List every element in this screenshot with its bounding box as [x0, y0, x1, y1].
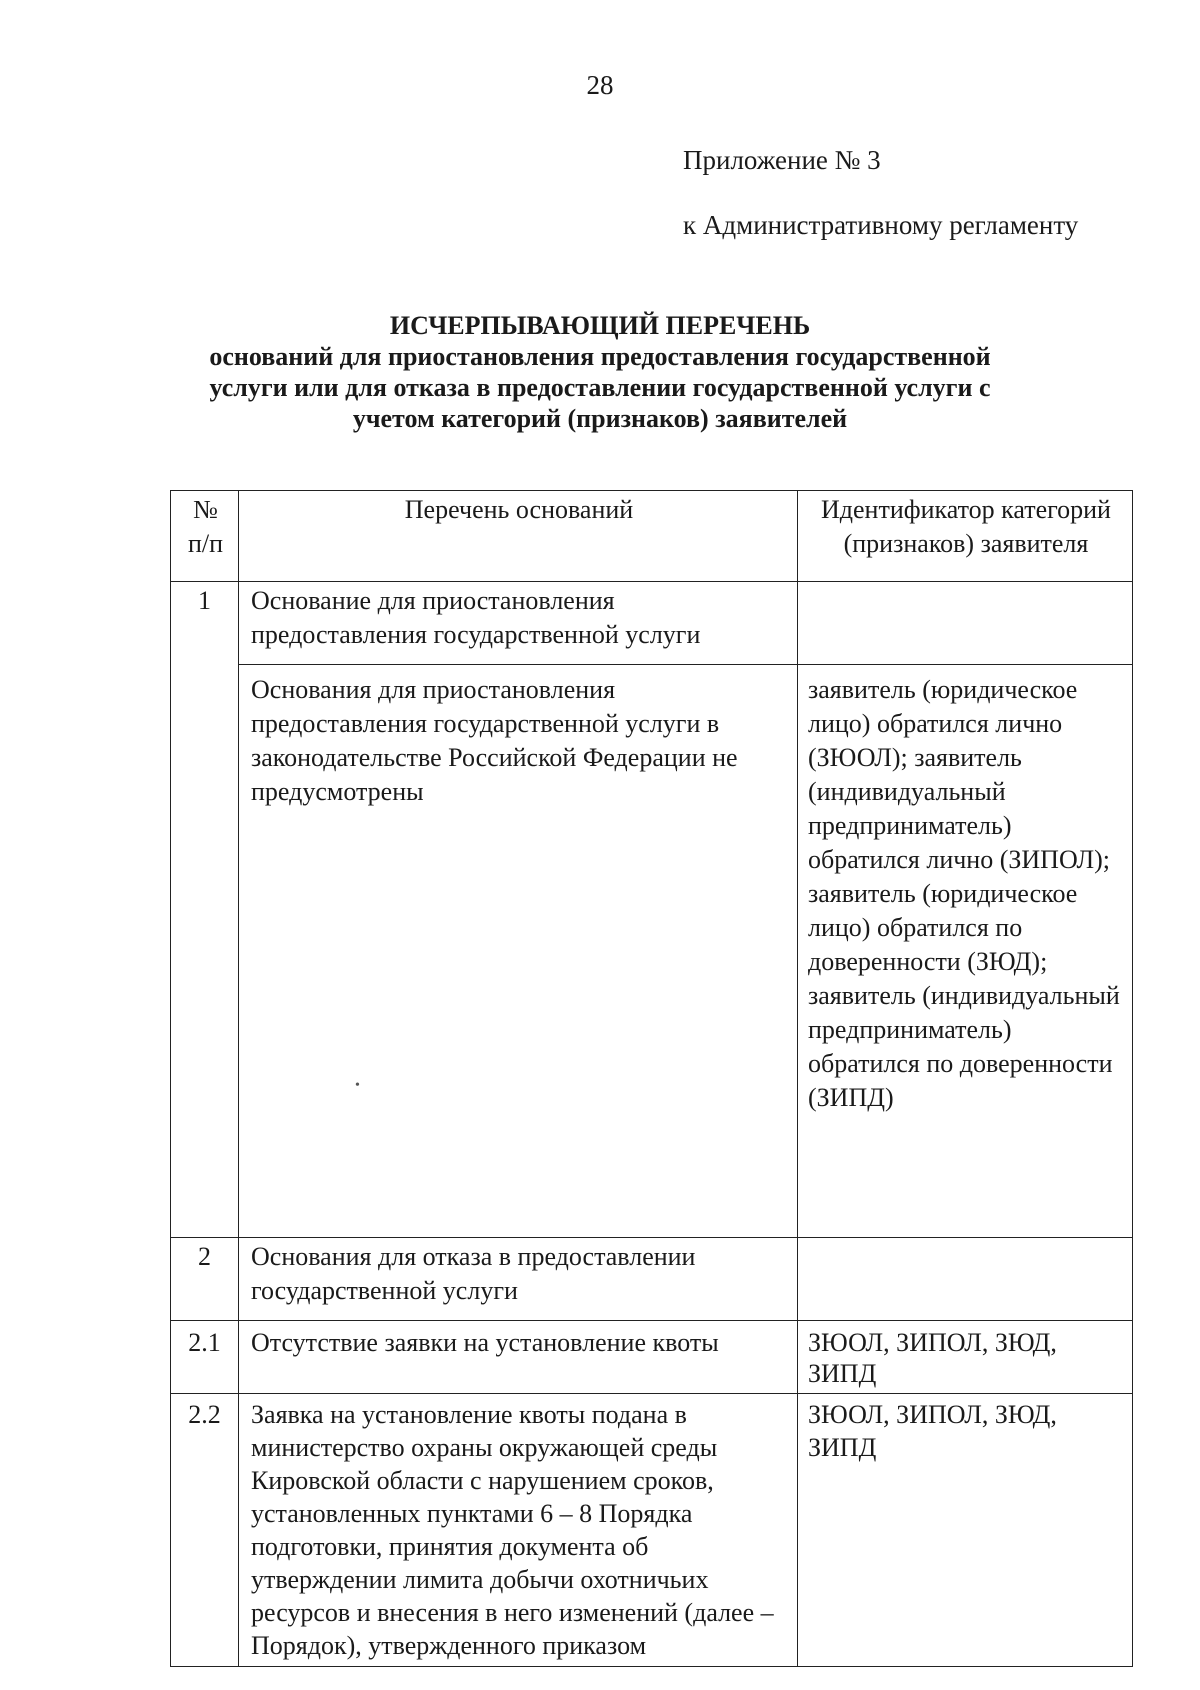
row-identifier — [798, 1238, 1133, 1321]
table-row — [171, 1321, 1133, 1394]
row-number: 2.2 — [171, 1394, 239, 1667]
row-number: 2 — [171, 1238, 239, 1321]
table-row — [171, 665, 1133, 1238]
reasons-table — [170, 490, 1133, 1667]
row-reason: Основание для приостановления предоставления государственной услуги — [239, 582, 798, 665]
scan-speck: • — [355, 1078, 360, 1093]
table-row — [171, 582, 1133, 665]
row-reason: Отсутствие заявки на установление квоты — [239, 1321, 798, 1394]
row-identifier: ЗЮОЛ, ЗИПОЛ, ЗЮД, ЗИПД — [798, 1321, 1133, 1394]
row-number: 1 — [171, 582, 239, 665]
row-reason: Заявка на установление квоты подана в министерство охраны окружающей среды Кировской области с нарушением сроков, установленных пунктами 6 – 8 Порядка подготовки, принятия документа об утверждении лимита добычи охотничьих ресурсов и внесения в него изменений (далее – Порядок), утвержденного приказом — [239, 1394, 798, 1667]
header-reasons: Перечень оснований — [239, 491, 798, 582]
row-number: 2.1 — [171, 1321, 239, 1394]
row-identifier — [798, 582, 1133, 665]
table-row — [171, 1394, 1133, 1667]
document-title: ИСЧЕРПЫВАЮЩИЙ ПЕРЕЧЕНЬ — [389, 311, 811, 340]
document-subtitle-line-2: услуги или для отказа в предоставлении государственной услуги с — [209, 373, 991, 402]
row-number — [171, 665, 239, 1238]
row-identifier: ЗЮОЛ, ЗИПОЛ, ЗЮД, ЗИПД — [798, 1394, 1133, 1667]
appendix-reference: к Административному регламенту — [683, 210, 1079, 240]
row-identifier: заявитель (юридическое лицо) обратился лично (ЗЮОЛ); заявитель (индивидуальный предприниматель) обратился лично (ЗИПОЛ); заявитель (юридическое лицо) обратился по доверенности (ЗЮД); заявитель (индивидуальный предприниматель) обратился по доверенности (ЗИПД) — [798, 665, 1133, 1238]
document-subtitle-line-3: учетом категорий (признаков) заявителей — [352, 404, 848, 433]
table-header-row — [171, 491, 1133, 582]
table-row — [171, 1238, 1133, 1321]
row-reason: Основания для отказа в предоставлении государственной услуги — [239, 1238, 798, 1321]
page-number: 28 — [586, 70, 614, 100]
document-subtitle-line-1: оснований для приостановления предоставления государственной — [209, 342, 991, 371]
header-identifier: Идентификатор категорий (признаков) заявителя — [798, 491, 1133, 582]
row-reason: Основания для приостановления предоставления государственной услуги в законодательстве Российской Федерации не предусмотрены — [239, 665, 798, 1238]
header-number: № п/п — [171, 491, 239, 582]
document-title-block — [0, 310, 1200, 434]
appendix-label: Приложение № 3 — [683, 145, 881, 175]
